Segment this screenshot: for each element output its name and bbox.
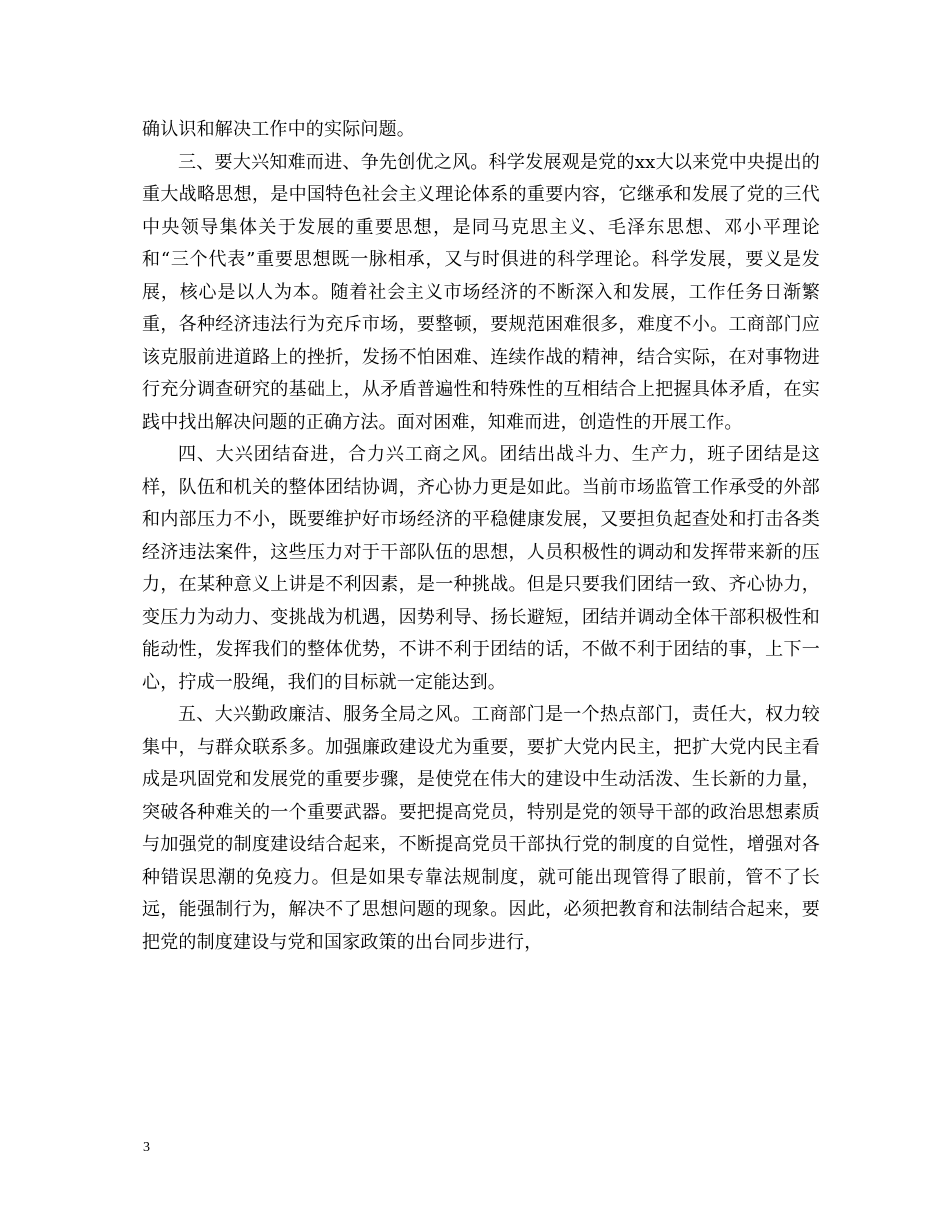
- document-body: [142, 114, 820, 959]
- paragraph-section-five: 五、大兴勤政廉洁、服务全局之风。工商部门是一个热点部门，责任大，权力较集中，与群众联系多。加强廉政建设尤为重要，要扩大党内民主，把扩大党内民主看成是巩固党和发展党的重要步骤，是使党在伟大的建设中生动活泼、生长新的力量，突破各种难关的一个重要武器。要把提高党员，特别是党的领导干部的政治思想素质与加强党的制度建设结合起来，不断提高党员干部执行党的制度的自觉性，增强对各种错误思潮的免疫力。但是如果专靠法规制度，就可能出现管得了眼前，管不了长远，能强制行为，解决不了思想问题的现象。因此，必须把教育和法制结合起来，要把党的制度建设与党和国家政策的出台同步进行，: [142, 704, 820, 953]
- paragraph-section-three: 三、要大兴知难而进、争先创优之风。科学发展观是党的xx大以来党中央提出的重大战略思想，是中国特色社会主义理论体系的重要内容，它继承和发展了党的三代中央领导集体关于发展的重要思想，是同马克思主义、毛泽东思想、邓小平理论和“三个代表”重要思想既一脉相承，又与时俱进的科学理论。科学发展，要义是发展，核心是以人为本。随着社会主义市场经济的不断深入和发展，工作任务日渐繁重，各种经济违法行为充斥市场，要整顿，要规范困难很多，难度不小。工商部门应该克服前进道路上的挫折，发扬不怕困难、连续作战的精神，结合实际，在对事物进行充分调查研究的基础上，从矛盾普遍性和特殊性的互相结合上把握具体矛盾，在实践中找出解决问题的正确方法。面对困难，知难而进，创造性的开展工作。: [142, 151, 820, 433]
- paragraph-section-four: 四、大兴团结奋进，合力兴工商之风。团结出战斗力、生产力，班子团结是这样，队伍和机关的整体团结协调，齐心协力更是如此。当前市场监管工作承受的外部和内部压力不小，既要维护好市场经济的平稳健康发展，又要担负起查处和打击各类经济违法案件，这些压力对于干部队伍的思想，人员积极性的调动和发挥带来新的压力，在某种意义上讲是不利因素，是一种挑战。但是只要我们团结一致、齐心协力，变压力为动力、变挑战为机遇，因势利导、扬长避短，团结并调动全体干部积极性和能动性，发挥我们的整体优势，不讲不利于团结的话，不做不利于团结的事，上下一心，拧成一股绳，我们的目标就一定能达到。: [142, 444, 820, 693]
- paragraph-continuation: 确认识和解决工作中的实际问题。: [142, 119, 415, 140]
- page-number: 3: [143, 1140, 150, 1155]
